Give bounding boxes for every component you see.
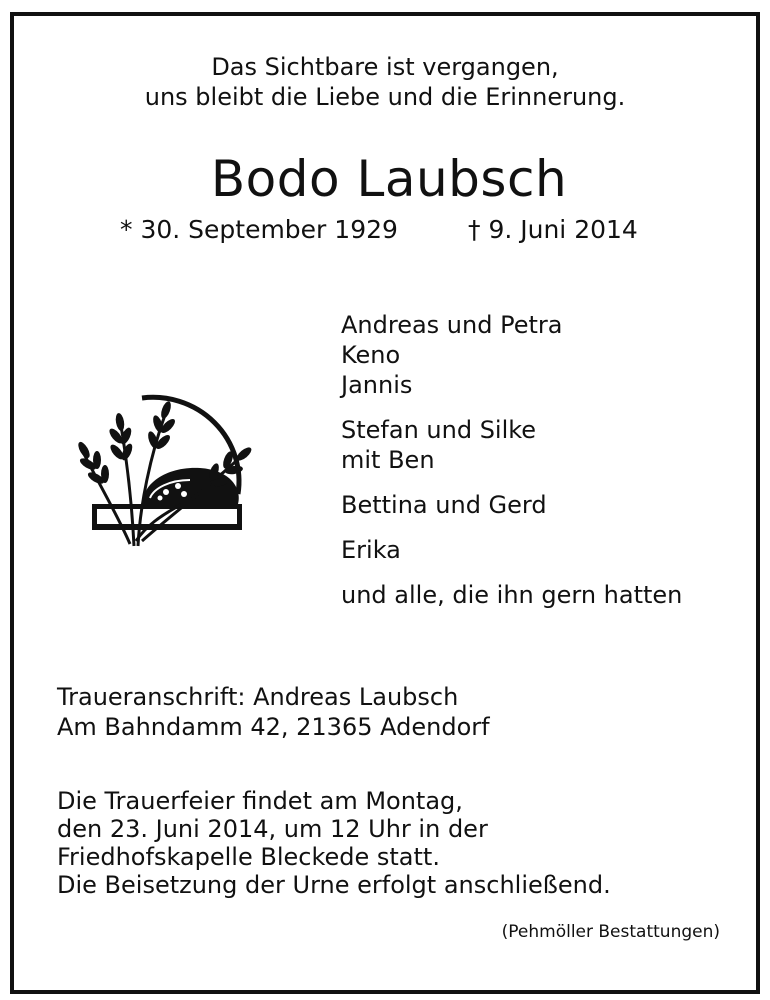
service-line: Friedhofskapelle Bleckede statt. — [57, 843, 440, 871]
mourner-name: Andreas und Petra — [341, 311, 563, 339]
mourner-name: Stefan und Silke — [341, 416, 537, 444]
mourner-name: Bettina und Gerd — [341, 491, 547, 519]
mourner-name: und alle, die ihn gern hatten — [341, 581, 683, 609]
wheat-bread-icon — [70, 376, 252, 548]
service-line: Die Beisetzung der Urne erfolgt anschließend. — [57, 871, 611, 899]
mourners-list — [341, 310, 682, 625]
mourner-group — [341, 580, 682, 610]
mourner-name: Jannis — [341, 371, 413, 399]
birth-date: * 30. September 1929 — [120, 215, 398, 244]
mourner-name: Keno — [341, 341, 401, 369]
motto — [0, 52, 770, 112]
motto-line: uns bleibt die Liebe und die Erinnerung. — [144, 83, 626, 111]
mourner-group — [341, 535, 682, 565]
undertaker-credit: (Pehmöller Bestattungen) — [501, 922, 720, 942]
motto-line: Das Sichtbare ist vergangen, — [211, 53, 559, 81]
service-info — [57, 787, 611, 899]
address-line: Am Bahndamm 42, 21365 Adendorf — [57, 713, 490, 741]
mourner-name: Erika — [341, 536, 401, 564]
service-line: Die Trauerfeier findet am Montag, — [57, 787, 463, 815]
mourner-group — [341, 415, 682, 475]
mourner-group — [341, 490, 682, 520]
address-line: Traueranschrift: Andreas Laubsch — [57, 683, 459, 711]
mourner-name: mit Ben — [341, 446, 435, 474]
mourning-address — [57, 682, 490, 742]
death-date: † 9. Juni 2014 — [468, 215, 638, 244]
mourner-group — [341, 310, 682, 400]
deceased-name: Bodo Laubsch — [210, 150, 568, 208]
service-line: den 23. Juni 2014, um 12 Uhr in der — [57, 815, 488, 843]
